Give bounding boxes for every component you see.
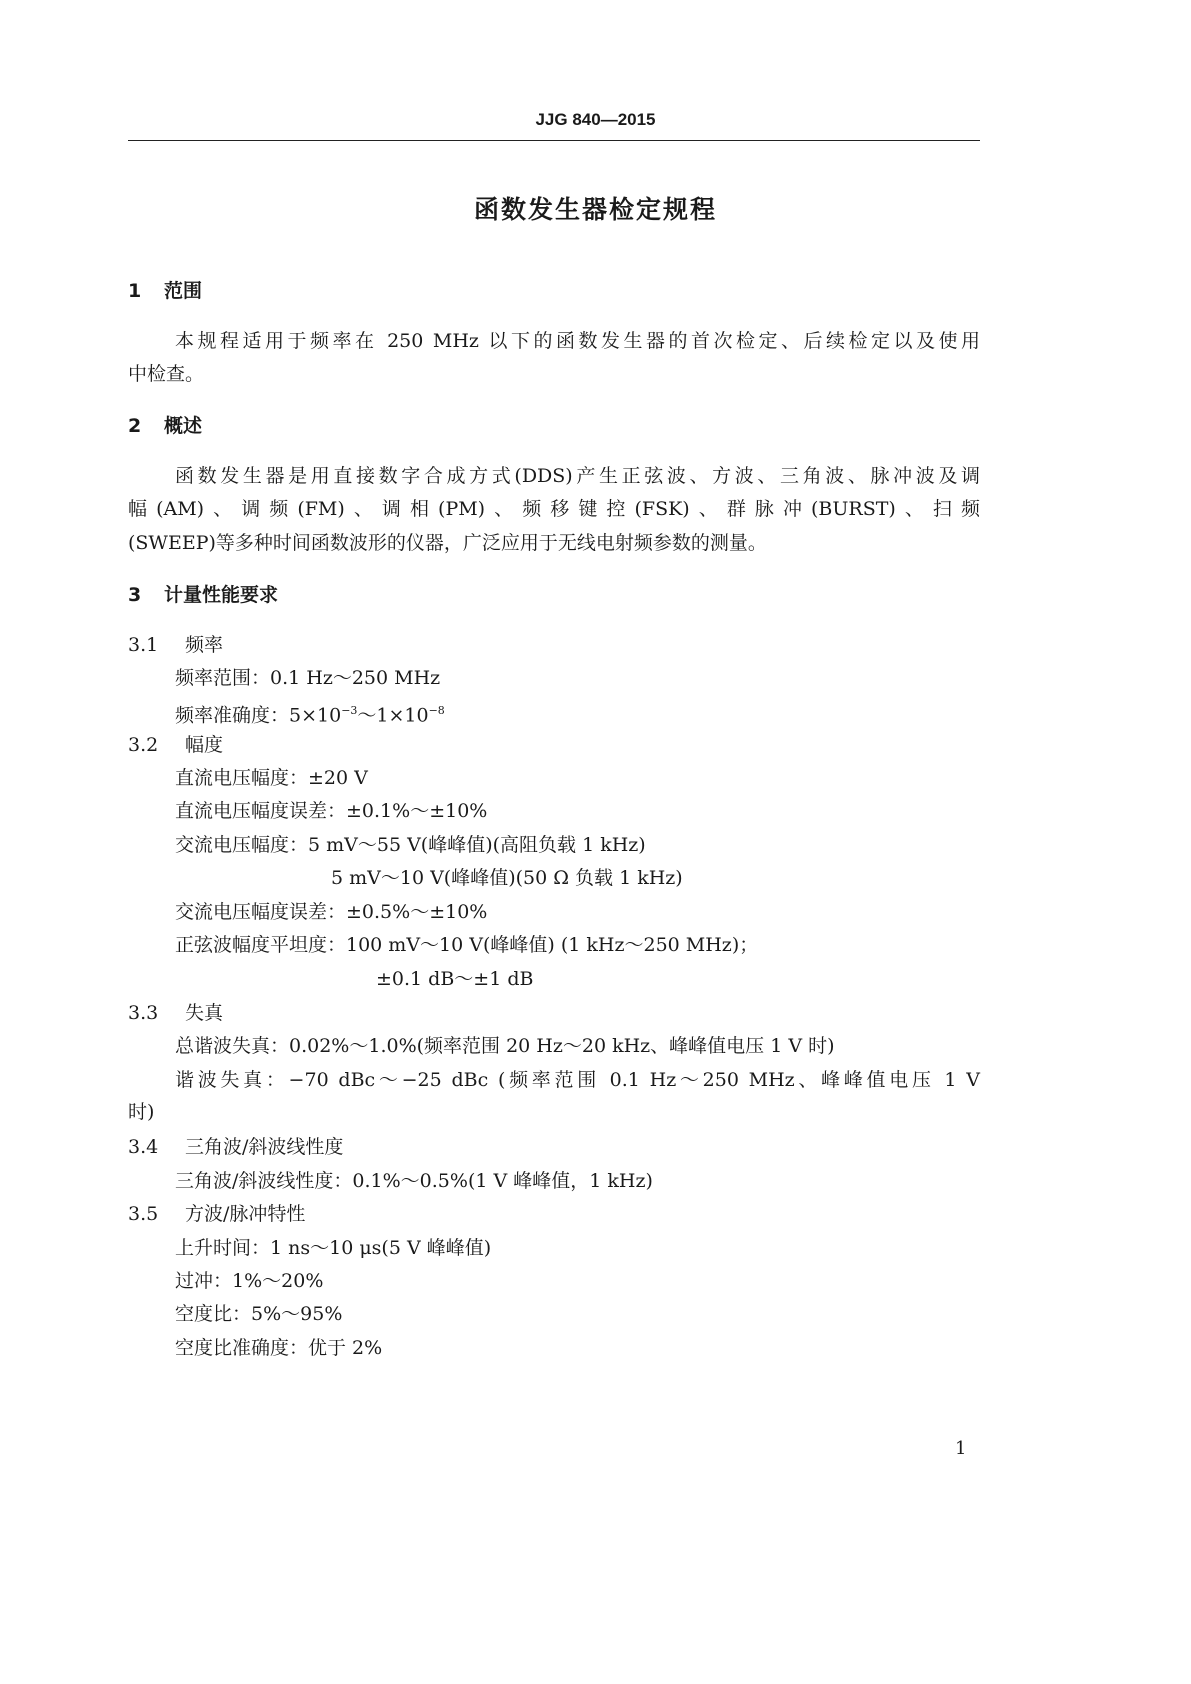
- subsection-number: 3.5: [128, 1203, 159, 1225]
- subsection-3-5-heading: [128, 1202, 305, 1226]
- header-rule: [128, 140, 980, 141]
- spec-line: 谐波失真：−70 dBc～−25 dBc (频率范围 0.1 Hz～250 MHz、峰峰值电压 1 V: [175, 1069, 980, 1091]
- subsection-3-1-heading: [128, 633, 223, 657]
- subsection-title: 幅度: [185, 734, 224, 756]
- spec-text: ～1×10: [357, 704, 429, 727]
- running-header: JJG 840—2015: [535, 110, 656, 129]
- spec-line: 正弦波幅度平坦度：100 mV～10 V(峰峰值) (1 kHz～250 MHz)；: [175, 934, 759, 956]
- exponent: −3: [341, 704, 358, 717]
- subsection-number: 3.2: [128, 734, 159, 756]
- spec-line: 空度比：5%～95%: [175, 1303, 343, 1325]
- page-number: 1: [955, 1438, 967, 1459]
- section-2-heading: [128, 414, 202, 438]
- section-1-heading: [128, 279, 202, 303]
- spec-text: 频率准确度：5×10: [175, 704, 342, 727]
- spec-line: 上升时间：1 ns～10 μs(5 V 峰峰值): [175, 1237, 492, 1259]
- section-title: 概述: [164, 415, 203, 437]
- subsection-3-4-heading: [128, 1135, 343, 1159]
- spec-line: 5 mV～10 V(峰峰值)(50 Ω 负载 1 kHz): [331, 867, 683, 889]
- section-number: 3: [128, 584, 142, 606]
- spec-line: 频率范围：0.1 Hz～250 MHz: [175, 667, 441, 689]
- subsection-3-2-heading: [128, 733, 223, 757]
- subsection-number: 3.3: [128, 1002, 159, 1024]
- spec-line: 总谐波失真：0.02%～1.0%(频率范围 20 Hz～20 kHz、峰峰值电压 1 V 时): [175, 1035, 835, 1057]
- section-title: 计量性能要求: [164, 584, 279, 606]
- subsection-title: 三角波/斜波线性度: [185, 1136, 344, 1158]
- spec-line: 三角波/斜波线性度：0.1%～0.5%(1 V 峰峰值，1 kHz): [175, 1170, 653, 1192]
- spec-line: 交流电压幅度误差：±0.5%～±10%: [175, 901, 488, 923]
- subsection-number: 3.4: [128, 1136, 159, 1158]
- spec-line: 直流电压幅度：±20 V: [175, 767, 368, 789]
- section-number: 2: [128, 415, 142, 437]
- spec-line: ±0.1 dB～±1 dB: [376, 968, 534, 990]
- spec-line: 直流电压幅度误差：±0.1%～±10%: [175, 800, 488, 822]
- spec-line: 过冲：1%～20%: [175, 1270, 324, 1292]
- document-title: 函数发生器检定规程: [473, 195, 717, 224]
- section-3-heading: [128, 583, 278, 607]
- spec-line: 时): [128, 1101, 155, 1123]
- spec-line: 交流电压幅度：5 mV～55 V(峰峰值)(高阻负载 1 kHz): [175, 834, 646, 856]
- spec-line: [175, 699, 445, 727]
- exponent: −8: [428, 704, 445, 717]
- paragraph-line: (SWEEP)等多种时间函数波形的仪器，广泛应用于无线电射频参数的测量。: [128, 532, 767, 554]
- subsection-3-3-heading: [128, 1001, 223, 1025]
- subsection-title: 方波/脉冲特性: [185, 1203, 306, 1225]
- subsection-title: 失真: [185, 1002, 224, 1024]
- subsection-number: 3.1: [128, 634, 159, 656]
- section-title: 范围: [164, 280, 203, 302]
- paragraph-line: 本规程适用于频率在 250 MHz 以下的函数发生器的首次检定、后续检定以及使用: [175, 330, 980, 352]
- subsection-title: 频率: [185, 634, 224, 656]
- paragraph-line: 函数发生器是用直接数字合成方式(DDS)产生正弦波、方波、三角波、脉冲波及调: [175, 465, 980, 487]
- spec-line: 空度比准确度：优于 2%: [175, 1337, 383, 1359]
- section-number: 1: [128, 280, 142, 302]
- paragraph-line: 中检查。: [128, 363, 205, 385]
- paragraph-line: 幅(AM)、调频(FM)、调相(PM)、频移键控(FSK)、群脉冲(BURST)、扫频: [128, 498, 980, 520]
